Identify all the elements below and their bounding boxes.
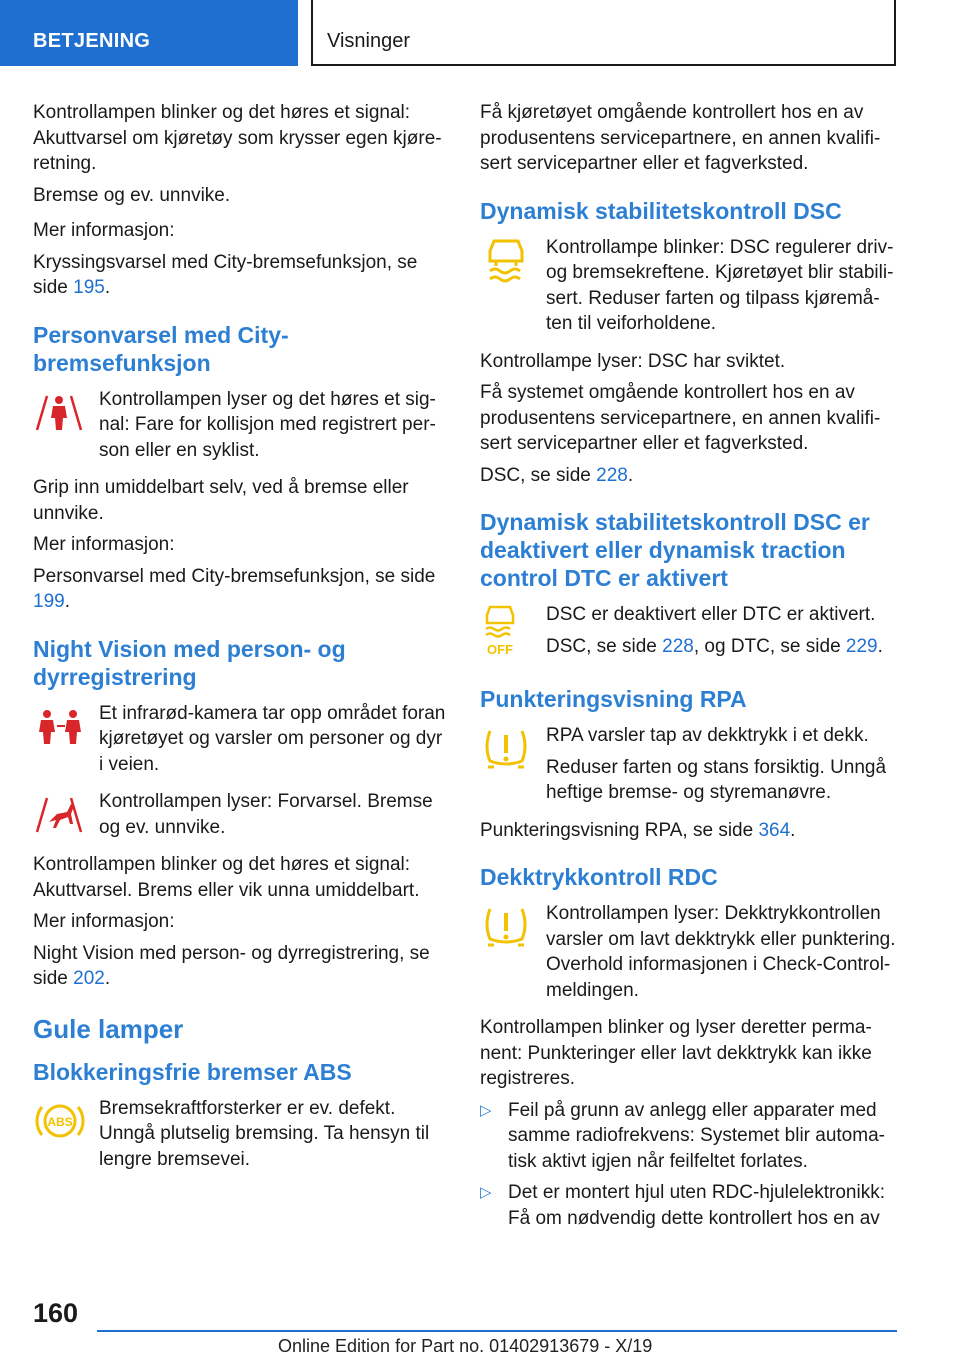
section-heading: Punkteringsvisning RPA [480, 686, 747, 712]
page-link[interactable]: 195 [73, 277, 105, 298]
chapter-heading: Gule lamper [33, 1013, 184, 1044]
abs-icon [33, 1096, 99, 1146]
icon-row [33, 1096, 448, 1179]
paragraph: DSC, se side 228. [480, 464, 634, 486]
person-warning-icon [33, 387, 99, 437]
paragraph: Kontrollampen blinker og det høres et signal: Akuttvarsel om kjøretøy som krysser egen kjøre-retning. [33, 102, 442, 174]
bullet-marker: ▷ [480, 1101, 492, 1119]
icon-description: Kontrollampe blinker: DSC regulerer driv- og bremsekreftene. Kjøretøyet blir stabili-sert. Reduser farten og tilpass kjøremå-ten til veiforholdene. [546, 236, 894, 334]
section-heading: Dekktrykkontroll RDC [480, 864, 718, 890]
page-number: 160 [33, 1298, 79, 1328]
section-tab [0, 0, 298, 66]
paragraph: Night Vision med person- og dyrregistrering, se side 202. [33, 942, 430, 989]
section-heading: Night Vision med person- og dyrregistrering [33, 635, 346, 690]
section-label: BETJENING [33, 30, 151, 52]
icon-row [33, 789, 448, 846]
page-link[interactable]: 229 [845, 635, 878, 657]
paragraph: Grip inn umiddelbart selv, ved å bremse eller unnvike. [33, 477, 409, 524]
icon-description: Kontrollampen lyser og det høres et sig-nal: Fare for kollisjon med registrert per-son eller en syklist. [99, 388, 436, 461]
chapter-box [311, 0, 896, 66]
paragraph: Kontrollampen blinker og det høres et signal: Akuttvarsel. Brems eller vik unna umiddelbart. [33, 854, 420, 901]
list-item: ▷ Det er montert hjul uten RDC-hjulelektronikk: Få om nødvendig dette kontrollert hos en av [480, 1180, 898, 1231]
paragraph: Mer informasjon: [33, 534, 175, 555]
tire-pressure-icon [480, 723, 546, 773]
chapter-label: Visninger [327, 30, 411, 52]
page-link[interactable]: 364 [758, 819, 791, 841]
paragraph: Personvarsel med City-bremsefunksjon, se side 199. [33, 565, 436, 612]
dsc-icon [480, 235, 546, 285]
icon-row [33, 701, 448, 784]
abs-icon-label: ABS [47, 1114, 73, 1129]
icon-row [480, 723, 898, 812]
section-heading: Dynamisk stabilitetskontroll DSC [480, 197, 842, 224]
bullet-list [480, 1098, 898, 1232]
paragraph: Kontrollampe lyser: DSC har sviktet. [480, 350, 786, 372]
icon-description: DSC er deaktivert eller DTC er aktivert. [546, 604, 876, 625]
page-link[interactable]: 199 [33, 591, 65, 612]
right-column [480, 100, 898, 1237]
icon-row [480, 901, 898, 1009]
icon-description: RPA varsler tap av dekktrykk i et dekk. [546, 725, 869, 746]
section-heading: Dynamisk stabilitetskontroll DSC er deaktivert eller dynamisk traction control DTC er aktivert [480, 509, 870, 591]
icon-row [480, 235, 898, 343]
icon-row [480, 602, 898, 665]
icon-description: Reduser farten og stans forsiktig. Unngå heftige bremse- og styremanøvre. [546, 756, 887, 803]
paragraph: Punkteringsvisning RPA, se side 364. [480, 819, 796, 841]
paragraph: Mer informasjon: [33, 220, 175, 241]
paragraph: DSC, se side 228, og DTC, se side 229. [546, 635, 883, 657]
footer-divider [97, 1330, 897, 1332]
paragraph: Kontrollampen blinker og lyser deretter perma-nent: Punkteringer eller lavt dekktrykk kan ikke registreres. [480, 1017, 872, 1089]
section-heading: Personvarsel med City-bremsefunksjon [33, 321, 289, 376]
tire-pressure-icon [480, 901, 546, 951]
page-link[interactable]: 228 [596, 464, 628, 486]
edition-text: Online Edition for Part no. 01402913679 - X/19 [278, 1336, 653, 1356]
animal-warning-icon [33, 789, 99, 839]
paragraph: Få kjøretøyet omgående kontrollert hos en av produsentens servicepartnere, en annen kvalifi-sert servicepartner eller et fagverksted. [480, 102, 881, 174]
page-header [0, 0, 960, 66]
icon-description: Et infrarød-kamera tar opp området foran kjøretøyet og varsler om personer og dyr i veien. [99, 702, 446, 775]
dsc-off-icon [480, 602, 546, 658]
page-link[interactable]: 202 [73, 968, 105, 989]
paragraph: Kryssingsvarsel med City-bremsefunksjon, se side 195. [33, 251, 418, 298]
icon-description: Kontrollampen lyser: Dekktrykkontrollen varsler om lavt dekktrykk eller punktering. Overhold informasjonen i Check-Control-meldingen. [546, 903, 896, 1001]
left-column [33, 100, 448, 1184]
list-item: ▷ Feil på grunn av anlegg eller apparater med samme radiofrekvens: Systemet blir automa-tisk aktivt igjen når feilfeltet forlates. [480, 1098, 898, 1175]
dsc-off-icon-label: OFF [487, 642, 513, 657]
bullet-marker: ▷ [480, 1184, 492, 1201]
paragraph: Få systemet omgående kontrollert hos en av produsentens servicepartnere, en annen kvalifi-sert servicepartner eller et fagverksted. [480, 382, 881, 454]
paragraph: Mer informasjon: [33, 911, 175, 932]
paragraph: Bremse og ev. unnvike. [33, 184, 231, 206]
persons-icon [33, 701, 99, 751]
section-heading: Blokkeringsfrie bremser ABS [33, 1058, 352, 1085]
icon-row [33, 387, 448, 470]
page-link[interactable]: 228 [662, 635, 694, 657]
icon-description: Bremsekraftforsterker er ev. defekt. Unngå plutselig bremsing. Ta hensyn til lengre bremsevei. [99, 1097, 430, 1170]
icon-description: Kontrollampen lyser: Forvarsel. Bremse og ev. unnvike. [99, 791, 433, 838]
